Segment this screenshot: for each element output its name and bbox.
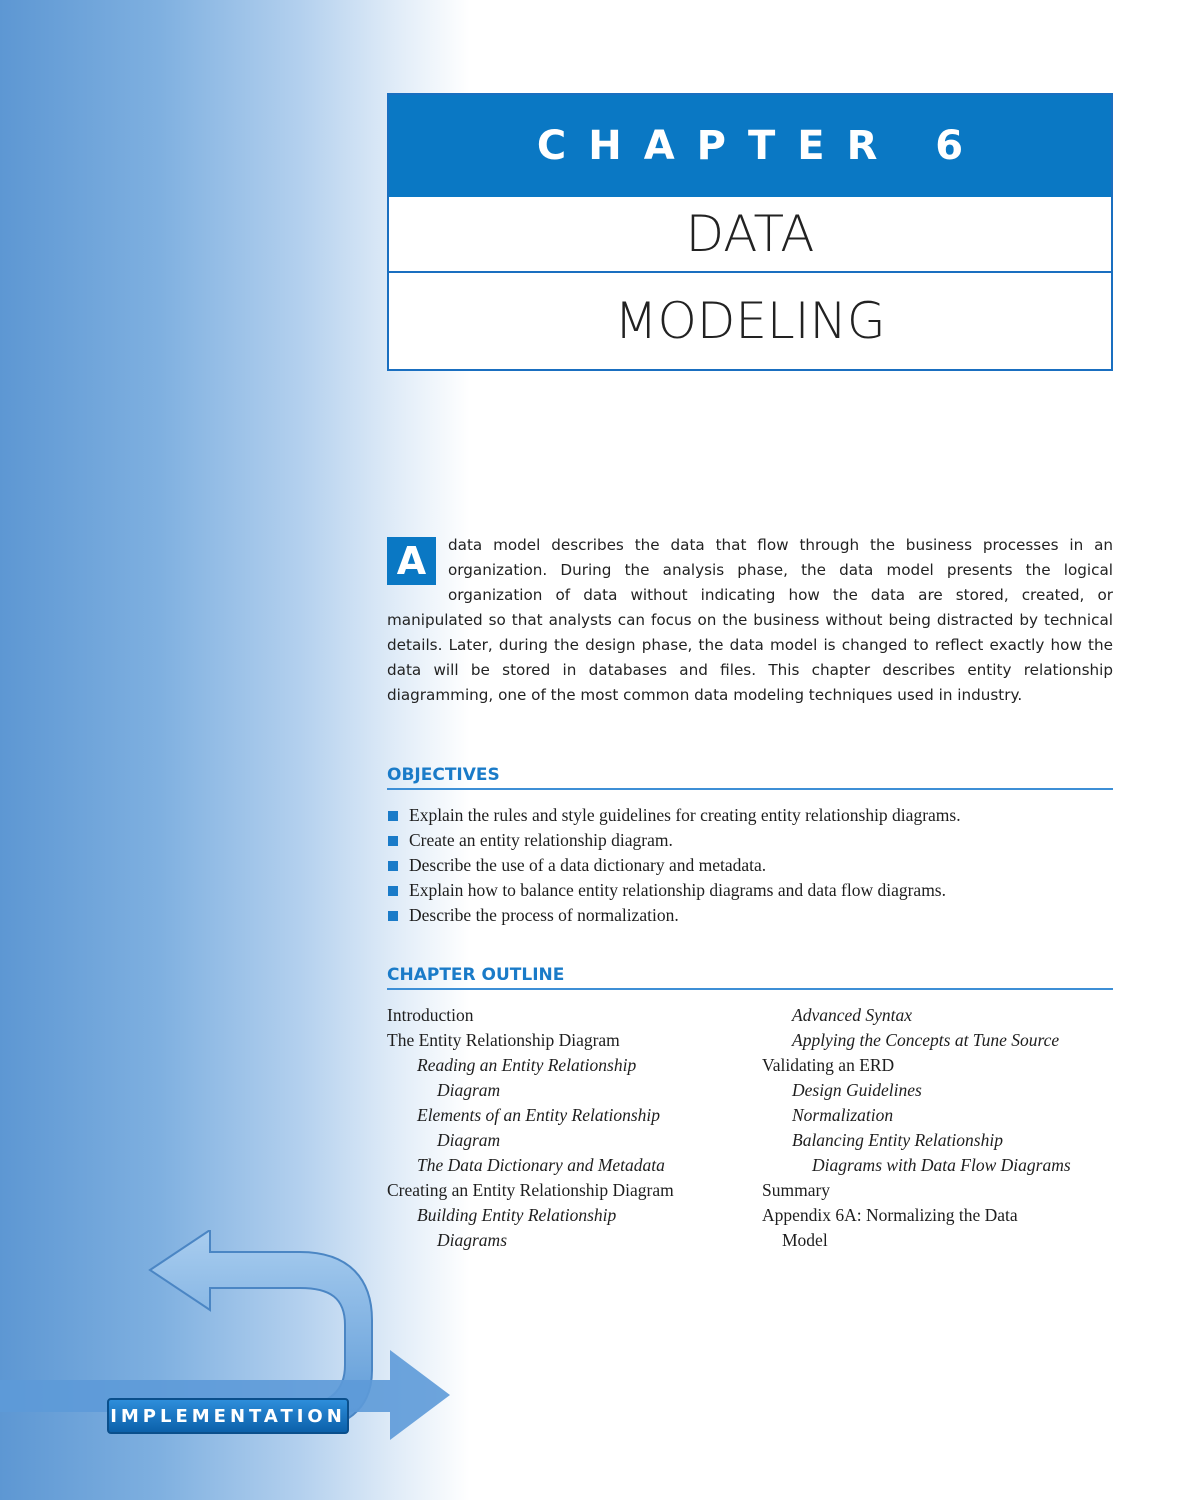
- outline-entry: Normalization: [792, 1105, 894, 1125]
- outline-entry: Introduction: [387, 1005, 474, 1025]
- intro-text: data model describes the data that flow through the business processes in an organization. During the analysis phase, the data model presents the logical organization of data without indicating how the data are stored, created, or manipulated so that analysts can focus on the business without being distracted by technical details. Later, during the design phase, the data model is changed to reflect exactly how the data will be stored in databases and files. This chapter describes entity relationship diagramming, one of the most common data modeling techniques used in industry.: [387, 536, 1113, 704]
- outline-entry: Diagram: [437, 1130, 501, 1150]
- outline-entry: Applying the Concepts at Tune Source: [792, 1030, 1060, 1050]
- outline-entry: Appendix 6A: Normalizing the Data: [762, 1205, 1018, 1225]
- intro-paragraph: [387, 533, 1113, 708]
- outline-entry: The Data Dictionary and Metadata: [417, 1155, 665, 1175]
- chapter-number: CHAPTER 6: [389, 95, 1111, 197]
- outline-entry: Diagrams with Data Flow Diagrams: [812, 1155, 1071, 1175]
- square-bullet-icon: [388, 811, 398, 821]
- outline-entry: Design Guidelines: [792, 1080, 922, 1100]
- outline-entry: Validating an ERD: [762, 1055, 895, 1075]
- outline-left-column: [387, 1003, 674, 1253]
- outline-heading: CHAPTER OUTLINE: [387, 965, 1113, 990]
- objective-item: [387, 803, 1113, 828]
- outline-entry: Diagrams: [437, 1230, 508, 1250]
- outline-entry: Building Entity Relationship: [417, 1205, 617, 1225]
- square-bullet-icon: [388, 886, 398, 896]
- objective-item: [387, 853, 1113, 878]
- chapter-title-line-2: MODELING: [614, 292, 886, 350]
- objectives-heading: OBJECTIVES: [387, 765, 1113, 790]
- square-bullet-icon: [388, 836, 398, 846]
- outline-entry: Reading an Entity Relationship: [417, 1055, 637, 1075]
- outline-entry: Summary: [762, 1180, 831, 1200]
- outline-entry: Advanced Syntax: [792, 1005, 913, 1025]
- chapter-title-box: [387, 93, 1113, 371]
- square-bullet-icon: [388, 911, 398, 921]
- square-bullet-icon: [388, 861, 398, 871]
- objective-text: Explain how to balance entity relationship diagrams and data flow diagrams.: [409, 880, 946, 900]
- outline-entry: The Entity Relationship Diagram: [387, 1030, 620, 1050]
- implementation-label: IMPLEMENTATION: [110, 1405, 346, 1427]
- objective-text: Create an entity relationship diagram.: [409, 830, 673, 850]
- outline-entry: Balancing Entity Relationship: [792, 1130, 1003, 1150]
- objectives-list: [387, 803, 1113, 928]
- outline-entry: Creating an Entity Relationship Diagram: [387, 1180, 674, 1200]
- curved-arrow-icon: [0, 1230, 470, 1480]
- objective-item: [387, 903, 1113, 928]
- outline-entry: Elements of an Entity Relationship: [417, 1105, 661, 1125]
- objective-text: Explain the rules and style guidelines for creating entity relationship diagrams.: [409, 805, 961, 825]
- objective-text: Describe the process of normalization.: [409, 905, 679, 925]
- chapter-title-line-1: DATA: [389, 197, 1111, 273]
- objective-item: [387, 878, 1113, 903]
- outline-entry: Model: [782, 1230, 828, 1250]
- outline-entry: Diagram: [437, 1080, 501, 1100]
- objective-item: [387, 828, 1113, 853]
- drop-cap: A: [387, 537, 436, 585]
- objective-text: Describe the use of a data dictionary and metadata.: [409, 855, 767, 875]
- outline-right-column: [762, 1003, 1071, 1253]
